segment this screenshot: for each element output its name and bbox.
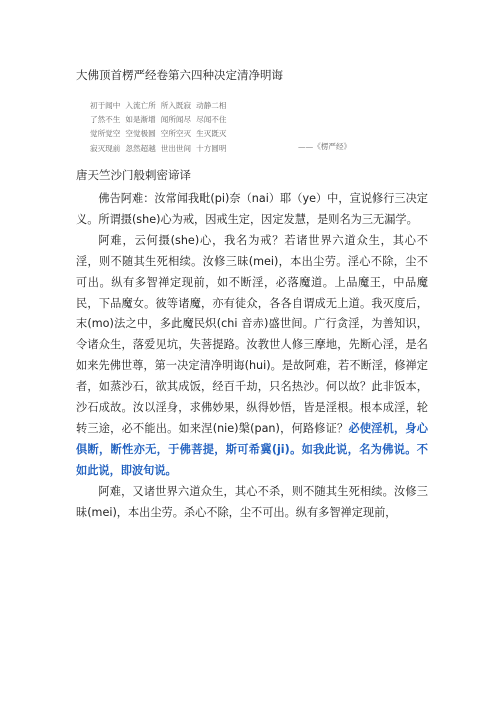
verse-phrase: 生灭既灭: [196, 129, 227, 139]
verse-phrase: 动静二相: [196, 101, 227, 110]
paragraph-text: 阿难，又诸世界六道众生，其心不杀，则不随其生死相续。汝修三昧(mei)，本出尘劳。杀心不除，尘不可出。纵有多智禅定现前，: [76, 484, 428, 519]
translator-line: 唐天竺沙门般剌密谛译: [76, 168, 191, 182]
highlighted-text: 必使淫机，身心俱断，断性亦无，于佛菩提，斯可希冀(ji)。如我此说，名为佛说。不如此说，即波旬说。: [76, 421, 428, 477]
verse-phrase: 忽然超越: [125, 143, 156, 153]
verse-row: [90, 127, 232, 141]
verse-phrase: 觉所觉空: [90, 129, 121, 139]
paragraph: [76, 482, 428, 524]
verse-phrase: 入流亡所: [125, 101, 156, 110]
paragraph: [76, 189, 428, 231]
verse-phrase: 所入既寂: [160, 101, 192, 110]
verse-row: [90, 113, 232, 127]
paragraph: [76, 231, 428, 482]
verse-phrase: 闻所闻尽: [160, 115, 192, 125]
verse-phrase: 了然不生: [90, 115, 121, 125]
verse-block: [90, 99, 232, 156]
verse-phrase: 尽闻不住: [196, 115, 227, 125]
document-title: 大佛顶首楞严经卷第六四种决定清净明诲: [76, 68, 283, 82]
paragraph-text: 阿难，云何摄(she)心，我名为戒？若诸世界六道众生，其心不淫，则不随其生死相续。汝修三昧(mei)，本出尘劳。淫心不除，尘不可出。纵有多智禅定现前，如不断淫，必落魔道。上品魔王，中品魔民，下品魔女。彼等诸魔，亦有徒众，各各自谓成无上道。我灭度后，末(mo)法之中，多此魔民炽(chi 音赤)盛世间。广行贪淫，为善知识，令诸众生，落爱见坑，失菩提路。汝教世人修三摩地，先断心淫，是名如来先佛世尊，第一决定清净明诲(hui)。是故阿难，若不断淫，修禅定者，如蒸沙石，欲其成饭，经百千劫，只名热沙。何以故？此非饭本，沙石成故。汝以淫身，求佛妙果，纵得妙悟，皆是淫根。根本成淫，轮转三途，必不能出。如来涅(nie)槃(pan)，何路修证？: [76, 233, 428, 435]
scripture-body: [76, 189, 428, 524]
verse-source: ——《楞严经》: [298, 142, 352, 151]
verse-phrase: 空觉极圆: [125, 129, 156, 139]
verse-phrase: 初于闻中: [90, 101, 121, 110]
verse-phrase: 如是渐增: [125, 115, 156, 125]
paragraph-text: 佛告阿难：汝常闻我毗(pi)奈（nai）耶（ye）中，宣说修行三决定义。所谓摄(she)心为戒，因戒生定，因定发慧，是则名为三无漏学。: [76, 192, 428, 226]
verse-row: [90, 142, 232, 156]
verse-phrase: 世出世间: [160, 143, 192, 153]
verse-phrase: 空所空灭: [160, 129, 192, 139]
verse-row: [90, 99, 232, 113]
verse-phrase: 寂灭现前: [90, 143, 121, 153]
verse-phrase: 十方圆明: [196, 143, 227, 153]
